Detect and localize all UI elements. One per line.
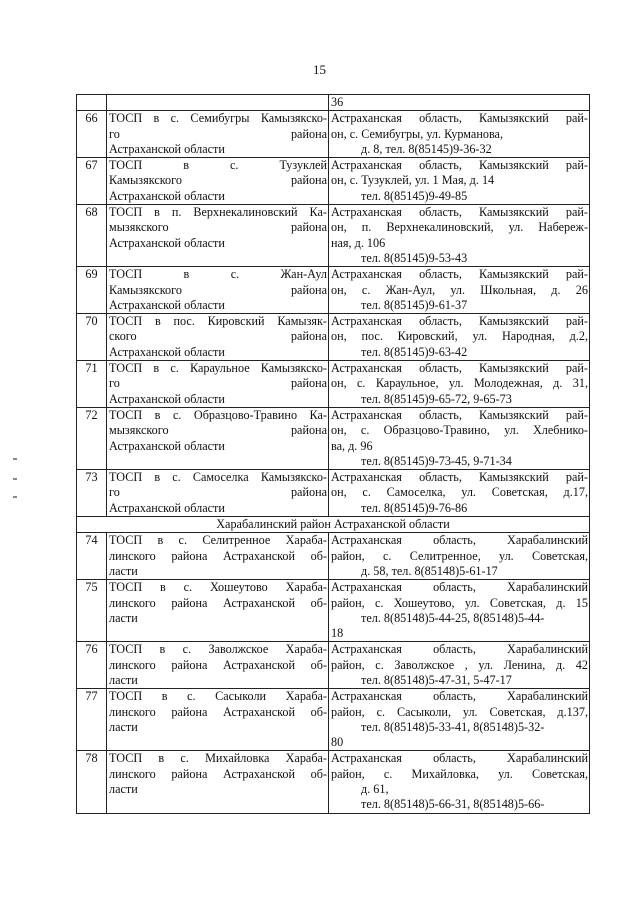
- branch-name: [107, 407, 329, 469]
- branch-address: [329, 751, 590, 813]
- cell-line: го района: [109, 126, 327, 141]
- cell-line: ТОСП в с. Образцово-Травино Ка-: [109, 407, 327, 422]
- cell-line: тел. 8(85145)9-53-43: [361, 250, 468, 265]
- cell-line: тел. 8(85148)5-47-31, 5-47-17: [361, 672, 512, 687]
- row-number: 73: [77, 470, 107, 517]
- cell-line: Астраханская область, Камызякский рай-: [331, 158, 588, 173]
- cell-line: тел. 8(85145)9-65-72, 9-65-73: [361, 391, 512, 406]
- row-number: 67: [77, 158, 107, 205]
- cell-line: Камызякского района: [109, 282, 327, 297]
- row-number: 78: [77, 751, 107, 813]
- cell-line: Астраханская область, Камызякский рай-: [331, 111, 588, 126]
- cell-line: тел. 8(85145)9-63-42: [361, 344, 468, 359]
- table-row: [77, 689, 590, 751]
- cell-line: ТОСП в с. Михайловка Хараба-: [109, 751, 327, 766]
- branch-name: [107, 580, 329, 642]
- row-number: 77: [77, 689, 107, 751]
- cell-line: Камызякского района: [109, 173, 327, 188]
- table-header-row: [77, 95, 590, 111]
- cell-line: район, с. Заволжское , ул. Ленина, д. 42: [331, 657, 588, 672]
- cell-line: ТОСП в п. Верхнекалиновский Ка-: [109, 205, 327, 220]
- cell-line: линского района Астраханской об-: [109, 657, 327, 672]
- cell-line: Астраханская область, Камызякский рай-: [331, 361, 588, 376]
- branch-address: [329, 580, 590, 642]
- cell-line: линского района Астраханской об-: [109, 548, 327, 563]
- branch-address: [329, 642, 590, 689]
- row-number: 71: [77, 361, 107, 408]
- cell-line: ласти: [109, 672, 138, 687]
- cell-line: Астраханская область, Харабалинский: [331, 642, 588, 657]
- cell-line: ва, д. 96: [331, 438, 373, 453]
- cell-line: ласти: [109, 563, 138, 578]
- cell-line: Астраханская область, Харабалинский: [331, 580, 588, 595]
- cell-line: го района: [109, 485, 327, 500]
- cell-line: линского района Астраханской об-: [109, 766, 327, 781]
- cell-line: го района: [109, 376, 327, 391]
- cell-line: он, с. Тузуклей, ул. 1 Мая, д. 14: [331, 173, 495, 188]
- cell-line: ласти: [109, 610, 138, 625]
- cell-line: Астраханской области: [109, 297, 225, 312]
- row-number: 66: [77, 111, 107, 158]
- cell-line: ского района: [109, 329, 327, 344]
- cell-line: д. 8, тел. 8(85145)9-36-32: [361, 141, 492, 156]
- cell-line: он, с. Самоселка, ул. Советская, д.17,: [331, 485, 588, 500]
- row-number: 68: [77, 205, 107, 267]
- cell-line: ТОСП в с. Жан-Аул: [109, 267, 327, 282]
- page-number: 15: [313, 62, 326, 77]
- cell-line: ласти: [109, 719, 138, 734]
- margin-mark: [13, 458, 17, 460]
- cell-line: д. 58, тел. 8(85148)5-61-17: [361, 563, 498, 578]
- branch-address: [329, 158, 590, 205]
- table-row: [77, 580, 590, 642]
- branch-name: [107, 205, 329, 267]
- table-row: [77, 407, 590, 469]
- cell-line: Астраханская область, Камызякский рай-: [331, 407, 588, 422]
- branch-address: [329, 111, 590, 158]
- section-heading: Харабалинский район Астраханской области: [77, 517, 590, 533]
- cell-line: он, с. Образцово-Травино, ул. Хлебнико-: [331, 423, 588, 438]
- row-number: [77, 95, 107, 111]
- cell-line: Астраханская область, Харабалинский: [331, 689, 588, 704]
- cell-line: Астраханская область, Харабалинский: [331, 533, 588, 548]
- row-number: 74: [77, 533, 107, 580]
- cell-line: район, с. Хошеутово, ул. Советская, д. 15: [331, 595, 588, 610]
- cell-line: ТОСП в с. Тузуклей: [109, 158, 327, 173]
- cell-line: ТОСП в с. Заволжское Хараба-: [109, 642, 327, 657]
- table-row: [77, 158, 590, 205]
- cell-line: Астраханской области: [109, 188, 225, 203]
- branch-name: [107, 642, 329, 689]
- branch-name: [107, 111, 329, 158]
- table-row: [77, 314, 590, 361]
- cell-line: Астраханской области: [109, 500, 225, 515]
- cell-line: линского района Астраханской об-: [109, 595, 327, 610]
- branch-address: 36: [329, 95, 590, 111]
- branches-table: [76, 94, 590, 814]
- branch-name: [107, 267, 329, 314]
- cell-line: Астраханская область, Камызякский рай-: [331, 267, 588, 282]
- table-row: [77, 642, 590, 689]
- table-row: [77, 361, 590, 408]
- cell-line: он, с. Семибугры, ул. Курманова,: [331, 126, 503, 141]
- table-row: [77, 470, 590, 517]
- cell-line: тел. 8(85148)5-33-41, 8(85148)5-32-: [361, 719, 545, 734]
- branch-name: [107, 314, 329, 361]
- cell-line: Астраханской области: [109, 391, 225, 406]
- cell-line: тел. 8(85145)9-49-85: [361, 188, 468, 203]
- section-row: [77, 517, 590, 533]
- cell-line: тел. 8(85148)5-44-25, 8(85148)5-44-: [361, 610, 545, 625]
- cell-line: Астраханская область, Камызякский рай-: [331, 470, 588, 485]
- table-body: [77, 95, 590, 814]
- cell-line: ТОСП в с. Караульное Камызякско-: [109, 361, 327, 376]
- cell-line: мызякского района: [109, 220, 327, 235]
- branch-name: [107, 751, 329, 813]
- margin-mark: [13, 496, 17, 498]
- cell-line: ТОСП в с. Самоселка Камызякско-: [109, 470, 327, 485]
- cell-line: ТОСП в с. Сасыколи Хараба-: [109, 689, 327, 704]
- branch-address: [329, 470, 590, 517]
- table-row: [77, 205, 590, 267]
- cell-line: Астраханской области: [109, 344, 225, 359]
- cell-line: Астраханской области: [109, 438, 225, 453]
- cell-line: линского района Астраханской об-: [109, 704, 327, 719]
- branch-name: [107, 361, 329, 408]
- table-row: [77, 751, 590, 813]
- cell-line: тел. 8(85148)5-66-31, 8(85148)5-66-: [361, 797, 545, 812]
- row-number: 72: [77, 407, 107, 469]
- cell-line: д. 61,: [361, 782, 389, 797]
- cell-line: 18: [331, 626, 344, 641]
- cell-line: ТОСП в с. Хошеутово Хараба-: [109, 580, 327, 595]
- branch-name: [107, 95, 329, 111]
- cell-line: ласти: [109, 782, 138, 797]
- branch-name: [107, 470, 329, 517]
- row-number: 70: [77, 314, 107, 361]
- cell-line: тел. 8(85145)9-73-45, 9-71-34: [361, 453, 512, 468]
- table-row: [77, 267, 590, 314]
- branch-address: [329, 267, 590, 314]
- margin-mark: [13, 478, 17, 480]
- branch-name: [107, 689, 329, 751]
- cell-line: ТОСП в с. Семибугры Камызякско-: [109, 111, 327, 126]
- branch-name: [107, 533, 329, 580]
- table-row: [77, 111, 590, 158]
- cell-line: 80: [331, 735, 344, 750]
- cell-line: район, с. Селитренное, ул. Советская,: [331, 548, 588, 563]
- cell-line: ТОСП в с. Селитренное Хараба-: [109, 533, 327, 548]
- branch-address: [329, 407, 590, 469]
- row-number: 69: [77, 267, 107, 314]
- row-number: 75: [77, 580, 107, 642]
- cell-line: он, с. Караульное, ул. Молодежная, д. 31,: [331, 376, 588, 391]
- cell-line: Астраханская область, Камызякский рай-: [331, 205, 588, 220]
- cell-line: ТОСП в пос. Кировский Камызяк-: [109, 314, 327, 329]
- cell-line: тел. 8(85145)9-61-37: [361, 297, 468, 312]
- cell-line: он, с. Жан-Аул, ул. Школьная, д. 26: [331, 282, 588, 297]
- branch-address: [329, 205, 590, 267]
- cell-line: тел. 8(85145)9-76-86: [361, 500, 468, 515]
- row-number: 76: [77, 642, 107, 689]
- branch-address: [329, 314, 590, 361]
- branch-address: [329, 533, 590, 580]
- table-row: [77, 533, 590, 580]
- cell-line: он, пос. Кировский, ул. Народная, д.2,: [331, 329, 588, 344]
- cell-line: он, п. Верхнекалиновский, ул. Набереж-: [331, 220, 588, 235]
- cell-line: район, с. Михайловка, ул. Советская,: [331, 766, 588, 781]
- cell-line: Астраханской области: [109, 141, 225, 156]
- cell-line: Астраханская область, Камызякский рай-: [331, 314, 588, 329]
- branch-address: [329, 689, 590, 751]
- cell-line: район, с. Сасыколи, ул. Советская, д.137,: [331, 704, 588, 719]
- cell-line: мызякского района: [109, 423, 327, 438]
- branch-name: [107, 158, 329, 205]
- branch-address: [329, 361, 590, 408]
- cell-line: Астраханская область, Харабалинский: [331, 751, 588, 766]
- cell-line: Астраханской области: [109, 235, 225, 250]
- cell-line: ная, д. 106: [331, 235, 386, 250]
